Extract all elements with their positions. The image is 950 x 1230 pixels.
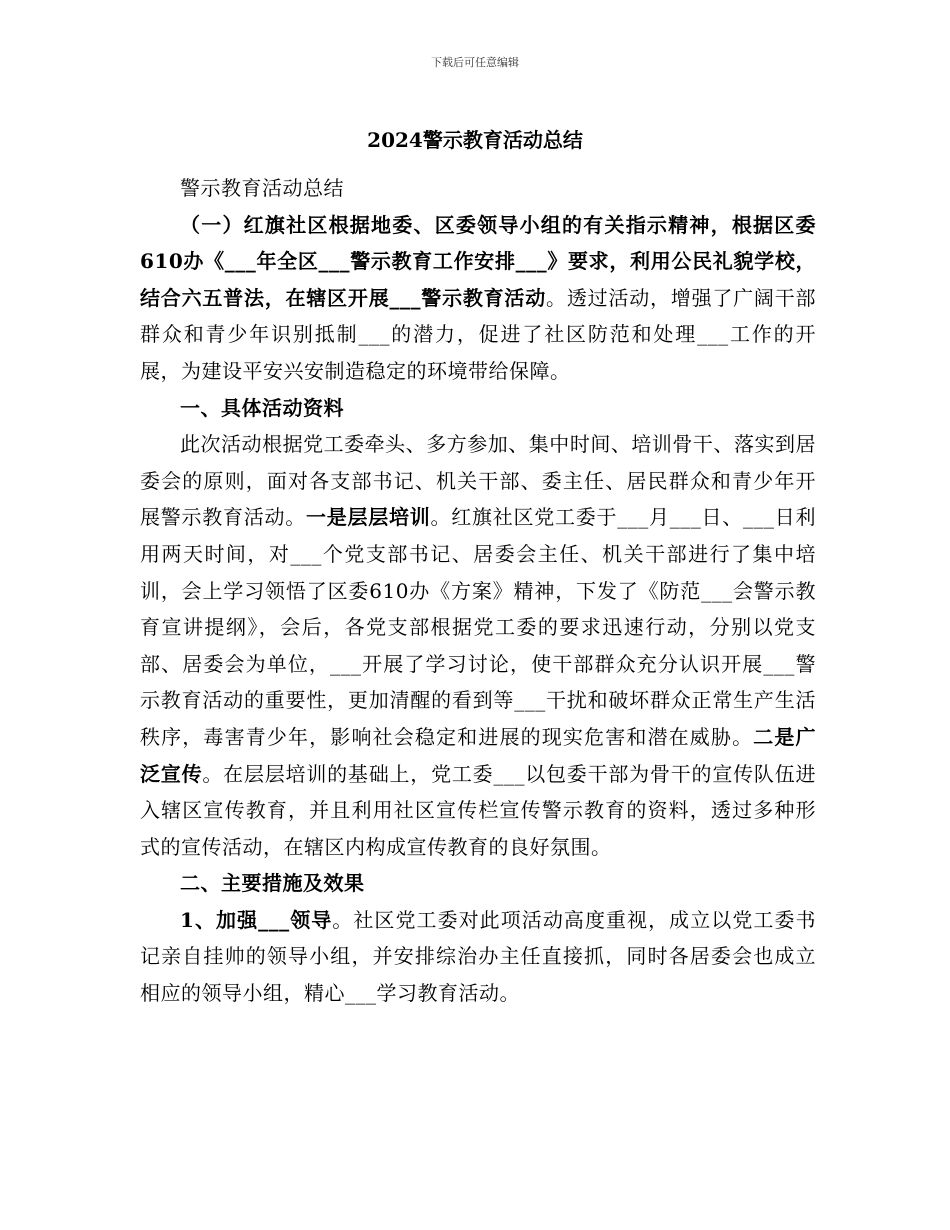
measures-text: 。社区党工委对此项活动高度重视，成立以党工委书记亲自挂帅的领导小组，并安排综治办主任直接抓，同时各居委会也成立相应的领导小组，精心___学习教育活动。 [140,907,816,1006]
measures-bold-text: 1、加强___领导 [180,907,333,932]
activity-paragraph [140,426,816,865]
section-heading-1: 一、具体活动资料 [180,395,344,420]
intro-text: 。透过活动，增强了广阔干部群众和青少年识别抵制___的潜力，促进了社区防范和处理___工作的开展，为建设平安兴安制造稳定的环境带给保障。 [140,285,817,383]
intro-paragraph [140,207,816,390]
measures-paragraph [140,902,816,1012]
subtitle-paragraph: 警示教育活动总结 [180,176,344,200]
activity-bold-1: 一是层层培训 [306,505,431,530]
activity-bold-2: 二是广泛宣传 [140,724,817,786]
section-heading-2: 二、主要措施及效果 [180,871,365,896]
activity-text-2: 。红旗社区党工委于___月___日、___日利用两天时间，对___个党支部书记、居委会主任、机关干部进行了集中培训，会上学习领悟了区委610办《方案》精神，下发了《防范___会警示教育宣讲提纲》，会后，各党支部根据党工委的要求迅速行动，分别以党支部、居委会为单位，___开展了学习讨论，使干部群众充分认识开展___警示教育活动的重要性，更加清醒的看到等___干扰和破坏群众正常生产生活秩序，毒害青少年，影响社会稳定和进展的现实危害和潜在威胁。 [140,505,816,749]
document-body [140,170,816,1012]
page-header: 下载后可任意编辑 [431,56,519,69]
activity-text-1: 此次活动根据党工委牵头、多方参加、集中时间、培训骨干、落实到居委会的原则，面对各支部书记、机关干部、委主任、居民群众和青少年开展警示教育活动。 [140,432,816,530]
document-title: 2024警示教育活动总结 [367,128,583,152]
activity-text-3: 。在层层培训的基础上，党工委___以包委干部为骨干的宣传队伍进入辖区宣传教育，并且利用社区宣传栏宣传警示教育的资料，透过多种形式的宣传活动，在辖区内构成宣传教育的良好氛围。 [140,761,817,859]
intro-bold-text: （一）红旗社区根据地委、区委领导小组的有关指示精神，根据区委610办《___年全区___警示教育工作安排___》要求，利用公民礼貌学校，结合六五普法，在辖区开展___警示教育活动 [140,212,816,310]
